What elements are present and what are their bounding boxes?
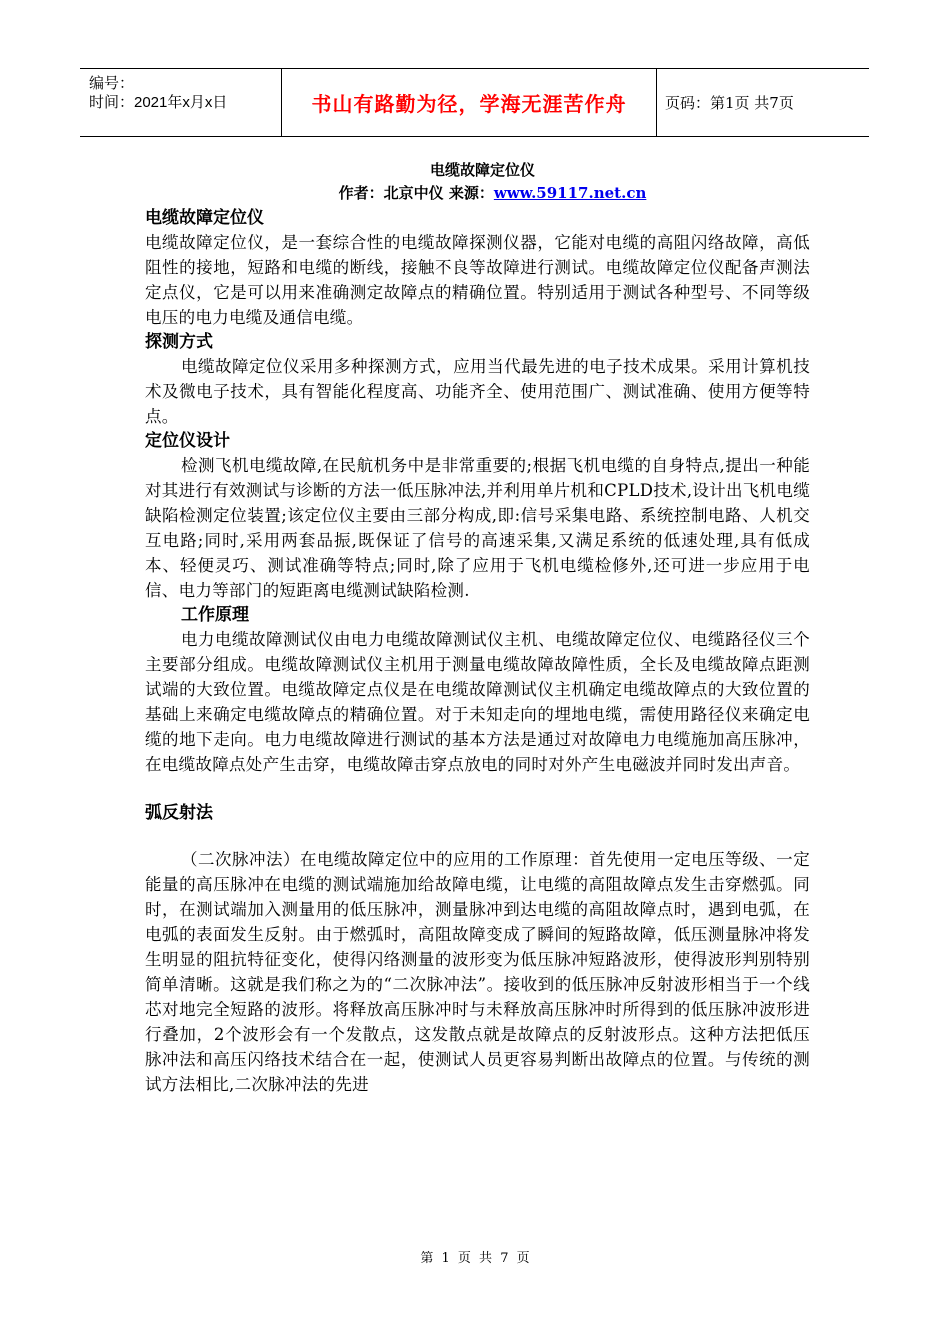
section-heading: 弧反射法 bbox=[145, 803, 213, 822]
section-heading: 工作原理 bbox=[181, 605, 249, 624]
page-footer: 第 1 页 共 7 页 bbox=[420, 1251, 530, 1266]
page-info-text: 页码：第1页 共7页 bbox=[665, 94, 794, 112]
section-heading: 电缆故障定位仪 bbox=[145, 208, 264, 227]
header-page-info bbox=[657, 69, 869, 136]
document-number-label: 编号： bbox=[89, 75, 135, 92]
spacer bbox=[145, 825, 810, 847]
source-link[interactable]: www.59117.net.cn bbox=[493, 184, 647, 202]
article-title: 电缆故障定位仪 bbox=[429, 161, 535, 179]
section-paragraph: 电缆故障定位仪采用多种探测方式，应用当代最先进的电子技术成果。采用计算机技术及微电子技术，具有智能化程度高、功能齐全、使用范围广、测试准确、使用方便等特点。 bbox=[145, 357, 810, 426]
section-heading: 探测方式 bbox=[145, 332, 213, 351]
byline-author-source: 作者：北京中仪 来源： bbox=[338, 184, 494, 202]
section-paragraph: 检测飞机电缆故障,在民航机务中是非常重要的;根据飞机电缆的自身特点,提出一种能对其进行有效测试与诊断的方法一低压脉冲法,并利用单片机和CPLD技术,设计出飞机电缆缺陷检测定位装置;该定位仪主要由三部分构成,即:信号采集电路、系统控制电路、人机交互电路;同时,采用两套品振,既保证了信号的高速采集,又满足系统的低速处理,具有低成本、轻便灵巧、测试准确等特点;同时,除了应用于飞机电缆检修外,还可进一步应用于电信、电力等部门的短距离电缆测试缺陷检测. bbox=[145, 456, 811, 600]
spacer bbox=[145, 777, 810, 801]
header-motto: 书山有路勤为径，学海无涯苦作舟 bbox=[311, 92, 627, 116]
header-motto-cell bbox=[281, 69, 657, 136]
section-paragraph: 电力电缆故障测试仪由电力电缆故障测试仪主机、电缆故障定位仪、电缆路径仪三个主要部分组成。电缆故障测试仪主机用于测量电缆故障故障性质，全长及电缆故障点距测试端的大致位置。电缆故障定点仪是在电缆故障测试仪主机确定电缆故障点的大致位置的基础上来确定电缆故障点的精确位置。对于未知走向的埋地电缆，需使用路径仪来确定电缆的地下走向。电力电缆故障进行测试的基本方法是通过对故障电力电缆施加高压脉冲，在电缆故障点处产生击穿，电缆故障击穿点放电的同时对外产生电磁波并同时发出声音。 bbox=[145, 630, 810, 774]
document-time-label: 时间：2021年x月x日 bbox=[89, 94, 228, 111]
section-paragraph: （二次脉冲法）在电缆故障定位中的应用的工作原理：首先使用一定电压等级、一定能量的高压脉冲在电缆的测试端施加给故障电缆，让电缆的高阻故障点发生击穿燃弧。同时，在测试端加入测量用的低压脉冲，测量脉冲到达电缆的高阻故障点时，遇到电弧，在电弧的表面发生反射。由于燃弧时，高阻故障变成了瞬间的短路故障，低压测量脉冲将发生明显的阻抗特征变化，使得闪络测量的波形变为低压脉冲短路波形，使得波形判别特别简单清晰。这就是我们称之为的“二次脉冲法”。接收到的低压脉冲反射波形相当于一个线芯对地完全短路的波形。将释放高压脉冲时与未释放高压脉冲时所得到的低压脉冲波形进行叠加，2个波形会有一个发散点，这发散点就是故障点的反射波形点。这种方法把低压脉冲法和高压闪络技术结合在一起，使测试人员更容易判断出故障点的位置。与传统的测试方法相比,二次脉冲法的先进 bbox=[145, 850, 810, 1094]
article-byline bbox=[145, 182, 810, 204]
header-meta bbox=[80, 69, 281, 136]
section-heading: 定位仪设计 bbox=[145, 431, 230, 450]
article-body bbox=[145, 158, 810, 1097]
page-header bbox=[80, 68, 869, 137]
section-paragraph: 电缆故障定位仪，是一套综合性的电缆故障探测仪器，它能对电缆的高阻闪络故障，高低阻性的接地，短路和电缆的断线，接触不良等故障进行测试。电缆故障定位仪配备声测法定点仪，它是可以用来准确测定故障点的精确位置。特别适用于测试各种型号、不同等级电压的电力电缆及通信电缆。 bbox=[145, 233, 810, 327]
